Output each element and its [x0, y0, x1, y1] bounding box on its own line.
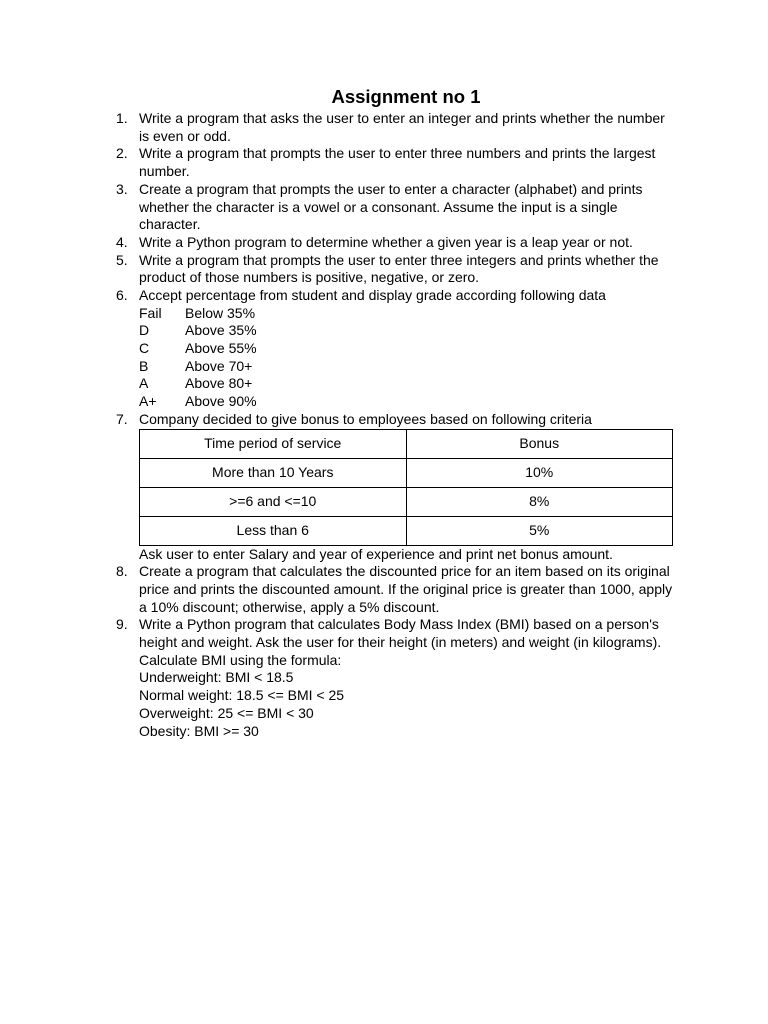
item-text: Write a Python program that calculates Body Mass Index (BMI) based on a person's height and weight. Ask the user for their height (in meters) and weight (in kilograms). Calculate BMI using the formula:: [139, 616, 662, 668]
table-row: [140, 516, 673, 545]
grade-list: [139, 305, 674, 411]
list-item: [0, 234, 674, 252]
grade-range: Above 55%: [185, 340, 257, 357]
grade-range: Above 35%: [185, 322, 257, 339]
page-title: Assignment no 1: [331, 86, 481, 107]
table-row: [140, 458, 673, 487]
bmi-category: Underweight: BMI < 18.5: [139, 669, 294, 686]
list-item: [0, 181, 674, 234]
assignment-list: [0, 110, 768, 740]
item-text: Company decided to give bonus to employees based on following criteria: [139, 410, 592, 427]
grade-row: [139, 393, 674, 411]
table-cell: >=6 and <=10: [140, 487, 407, 516]
table-cell: Less than 6: [140, 516, 407, 545]
table-cell: 10%: [406, 458, 673, 487]
bonus-note: Ask user to enter Salary and year of experience and print net bonus amount.: [139, 545, 613, 562]
item-number: 3.: [116, 180, 128, 197]
item-number: 7.: [116, 410, 128, 427]
item-number: 2.: [116, 145, 128, 162]
item-number: 1.: [116, 110, 128, 126]
table-header-row: [140, 429, 673, 458]
list-item: [0, 110, 674, 145]
grade-label: A: [139, 375, 149, 392]
grade-row: [139, 340, 674, 358]
item-text: Create a program that prompts the user to enter a character (alphabet) and prints whether the character is a vowel or a consonant. Assume the input is a single character.: [139, 180, 643, 233]
grade-row: [139, 375, 674, 393]
item-number: 9.: [116, 616, 128, 633]
table-header-cell: Time period of service: [140, 429, 407, 458]
grade-range: Above 70+: [185, 357, 253, 374]
item-text: Write a program that prompts the user to enter three numbers and prints the largest number.: [139, 145, 656, 180]
grade-row: [139, 358, 674, 376]
bmi-category: Normal weight: 18.5 <= BMI < 25: [139, 687, 345, 704]
grade-range: Below 35%: [185, 304, 256, 321]
grade-range: Above 80+: [185, 375, 253, 392]
item-text: Write a program that prompts the user to enter three integers and prints whether the product of those numbers is positive, negative, or zero.: [139, 251, 659, 286]
table-row: [140, 487, 673, 516]
list-item: [0, 252, 674, 287]
grade-range: Above 90%: [185, 393, 257, 410]
table-cell: More than 10 Years: [140, 458, 407, 487]
grade-label: D: [139, 322, 150, 339]
bonus-table: [139, 429, 673, 546]
grade-label: A+: [139, 393, 157, 410]
item-text: Create a program that calculates the discounted price for an item based on its original price and prints the discounted amount. If the original price is greater than 1000, apply a 10% discount; otherwise, apply a 5% discount.: [139, 563, 673, 615]
item-number: 8.: [116, 563, 128, 580]
grade-label: B: [139, 357, 149, 374]
item-number: 6.: [116, 287, 128, 304]
item-number: 4.: [116, 233, 128, 250]
list-item: [0, 616, 674, 740]
list-item: [0, 411, 674, 563]
item-number: 5.: [116, 251, 128, 268]
table-cell: 8%: [406, 487, 673, 516]
item-text: Accept percentage from student and display grade according following data: [139, 287, 606, 304]
table-cell: 5%: [406, 516, 673, 545]
grade-label: C: [139, 340, 150, 357]
grade-row: [139, 305, 674, 323]
grade-label: Fail: [139, 304, 162, 321]
item-text: Write a program that asks the user to enter an integer and prints whether the number is even or odd.: [139, 110, 665, 144]
list-item: [0, 145, 674, 180]
list-item: [0, 287, 674, 411]
bmi-category: Overweight: 25 <= BMI < 30: [139, 704, 314, 721]
grade-row: [139, 322, 674, 340]
item-text: Write a Python program to determine whether a given year is a leap year or not.: [139, 233, 633, 250]
bmi-category: Obesity: BMI >= 30: [139, 722, 259, 739]
list-item: [0, 563, 674, 616]
table-header-cell: Bonus: [406, 429, 673, 458]
